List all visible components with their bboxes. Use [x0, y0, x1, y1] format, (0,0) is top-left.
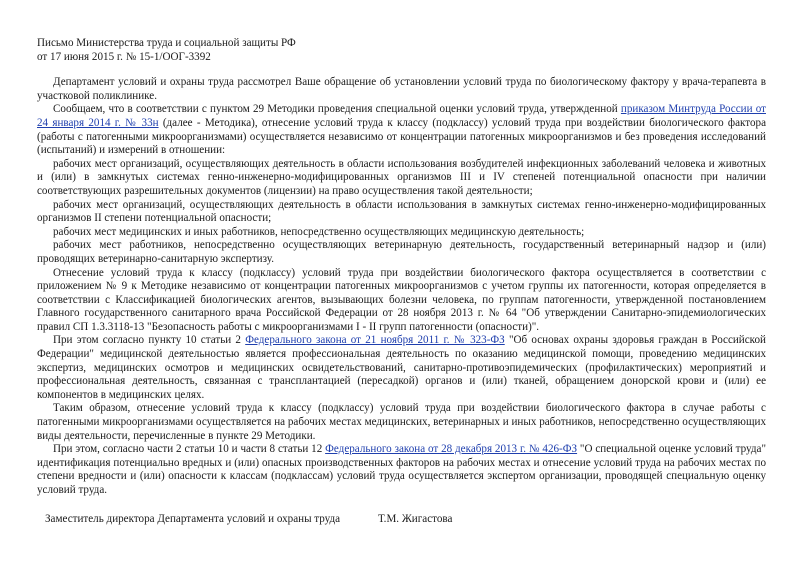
- paragraph-2: [37, 103, 766, 157]
- paragraph-10-text-a: При этом, согласно части 2 статьи 10 и части 8 статьи 12: [53, 443, 326, 456]
- paragraph-3: рабочих мест организаций, осуществляющих деятельность в области использования возбудителей инфекционных заболеваний человека и животных и (или) в замкнутых системах генно-инженерно-модифицированных организмов III и IV степеней потенциальной опасности при наличии соответствующих разрешительных документов (лицензии) на право осуществления такой деятельности;: [37, 157, 766, 197]
- paragraph-7: Отнесение условий труда к классу (подклассу) условий труда при воздействии биологического фактора осуществляется в соответствии с приложением № 9 к Методике независимо от концентрации патогенных микроорганизмов с учетом группы их патогенности, которая определяется в соответствии с Классификацией биологических агентов, вызывающих болезни человека, по группам патогенности, утвержденной постановлением Главного государственного санитарного врача Российской Федерации от 28 ноября 2013 г. № 64 "Об утверждении Санитарно-эпидемиологических правил СП 1.3.3118-13 "Безопасность работы с микроорганизмами I - II групп патогенности (опасности)".: [37, 266, 766, 333]
- spacer: [37, 64, 766, 76]
- paragraph-9: Таким образом, отнесение условий труда к классу (подклассу) условий труда при воздействии биологического фактора в случае работы с патогенными микроорганизмами осуществляется на рабочих местах медицинских, ветеринарных и иных работников, непосредственно осуществляющих виды деятельности, перечисленные в пункте 29 Методики.: [37, 402, 766, 442]
- paragraph-8: [37, 334, 766, 402]
- paragraph-10-text-b: "О специальной оценке условий труда" идентификация потенциально вредных и (или) опасных производственных факторов на рабочих местах и отнесение условий труда на рабочих местах по степени вредности и (или) опасности к классам (подклассам) условий труда осуществляется экспертом организации, проводящей специальную оценку условий труда.: [37, 443, 766, 496]
- paragraph-2-text-b: (далее - Методика), отнесение условий труда к классу (подклассу) условий труда при воздействии биологического фактора (работы с патогенными микроорганизмами) осуществляется независимо от концентрации патогенных микроорганизмов и без проведения исследований (испытаний) и измерений в отношении:: [37, 116, 766, 157]
- link-order-mintrud-33n[interactable]: приказом Минтруда России от 24 января 2014 г. № 33н: [37, 103, 766, 129]
- paragraph-6: рабочих мест работников, непосредственно осуществляющих ветеринарную деятельность, государственный ветеринарный надзор и (или) проводящих ветеринарно-санитарную экспертизу.: [37, 239, 766, 265]
- paragraph-8-text-a: При этом согласно пункту 10 статьи 2: [53, 334, 246, 347]
- letter-date-number: от 17 июня 2015 г. № 15-1/ООГ-3392: [37, 50, 211, 63]
- paragraph-2-text-a: Сообщаем, что в соответствии с пунктом 29 Методики проведения специальной оценки условий труда, утвержденной: [53, 103, 621, 116]
- paragraph-4: рабочих мест организаций, осуществляющих деятельность в области использования в замкнутых системах генно-инженерно-модифицированных организмов II степени потенциальной опасности;: [37, 198, 766, 225]
- signer-name: Т.М. Жигастова: [378, 512, 453, 525]
- letter-title: Письмо Министерства труда и социальной защиты РФ: [37, 37, 296, 49]
- paragraph-5: рабочих мест медицинских и иных работников, непосредственно осуществляющих медицинскую деятельность;: [53, 225, 585, 238]
- paragraph-8-text-b: "Об основах охраны здоровья граждан в Российской Федерации" медицинской деятельностью является профессиональная деятельность по оказанию медицинской помощи, проведению медицинских экспертиз, медицинских осмотров и медицинских освидетельствований, санитарно-противоэпидемических (профилактических) мероприятий и профессиональная деятельность, связанная с трансплантацией (пересадкой) органов и (или) тканей, обращением донорской крови и (или) ее компонентов в медицинских целях.: [37, 334, 766, 401]
- paragraph-1: Департамент условий и охраны труда рассмотрел Ваше обращение об установлении условий труда по биологическому фактору у врача-терапевта в участковой поликлинике.: [37, 76, 766, 102]
- signer-position: Заместитель директора Департамента условий и охраны труда: [45, 512, 341, 525]
- link-federal-law-323[interactable]: Федерального закона от 21 ноября 2011 г. № 323-ФЗ: [245, 334, 505, 347]
- letter-document: [37, 37, 766, 527]
- paragraph-10: [37, 443, 766, 497]
- signature-block: [37, 513, 766, 527]
- link-federal-law-426[interactable]: Федерального закона от 28 декабря 2013 г. № 426-ФЗ: [325, 443, 578, 456]
